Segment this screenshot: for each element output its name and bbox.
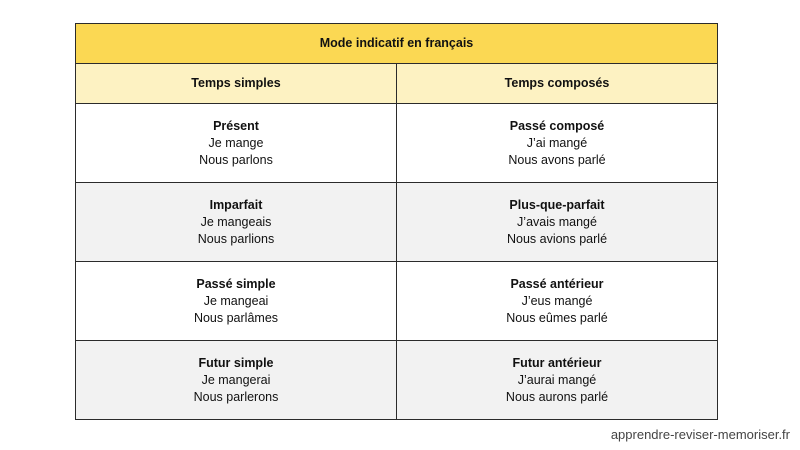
conjugation-form: J’avais mangé xyxy=(517,214,597,229)
table-row xyxy=(76,183,718,262)
tense-cell-plus-que-parfait xyxy=(397,183,718,262)
tense-cell-passe-compose xyxy=(397,104,718,183)
conjugation-table xyxy=(75,23,718,420)
conjugation-form: Nous avions parlé xyxy=(506,231,608,246)
tense-cell-passe-anterieur xyxy=(397,262,718,341)
conjugation-form: J’eus mangé xyxy=(521,293,593,308)
table-title: Mode indicatif en français xyxy=(76,24,718,64)
tense-name: Passé composé xyxy=(509,118,605,133)
table-row xyxy=(76,262,718,341)
conjugation-form: J’aurai mangé xyxy=(517,372,597,387)
table-row xyxy=(76,104,718,183)
header-temps-simples: Temps simples xyxy=(76,64,397,104)
conjugation-form: Nous parlâmes xyxy=(193,310,279,325)
tense-cell-futur-anterieur xyxy=(397,341,718,420)
tense-name: Imparfait xyxy=(209,197,263,212)
tense-name: Passé antérieur xyxy=(510,276,604,291)
conjugation-form: Nous parlerons xyxy=(193,389,279,404)
tense-name: Plus-que-parfait xyxy=(509,197,605,212)
tense-name: Futur antérieur xyxy=(512,355,602,370)
conjugation-form: Nous avons parlé xyxy=(508,152,606,167)
conjugation-form: Je mange xyxy=(208,135,264,150)
conjugation-form: Je mangerai xyxy=(201,372,271,387)
conjugation-form: Nous parlions xyxy=(197,231,275,246)
conjugation-form: Je mangeai xyxy=(203,293,269,308)
conjugation-form: Je mangeais xyxy=(200,214,272,229)
tense-name: Présent xyxy=(213,118,259,133)
conjugation-form: J’ai mangé xyxy=(526,135,588,150)
tense-name: Passé simple xyxy=(196,276,276,291)
header-temps-composes: Temps composés xyxy=(397,64,718,104)
tense-cell-present xyxy=(76,104,397,183)
tense-cell-imparfait xyxy=(76,183,397,262)
table-row xyxy=(76,341,718,420)
site-watermark: apprendre-reviser-memoriser.fr xyxy=(610,427,790,442)
conjugation-form: Nous eûmes parlé xyxy=(506,310,608,325)
conjugation-form: Nous parlons xyxy=(199,152,273,167)
conjugation-form: Nous aurons parlé xyxy=(505,389,609,404)
tense-cell-passe-simple xyxy=(76,262,397,341)
tense-name: Futur simple xyxy=(198,355,274,370)
tense-cell-futur-simple xyxy=(76,341,397,420)
